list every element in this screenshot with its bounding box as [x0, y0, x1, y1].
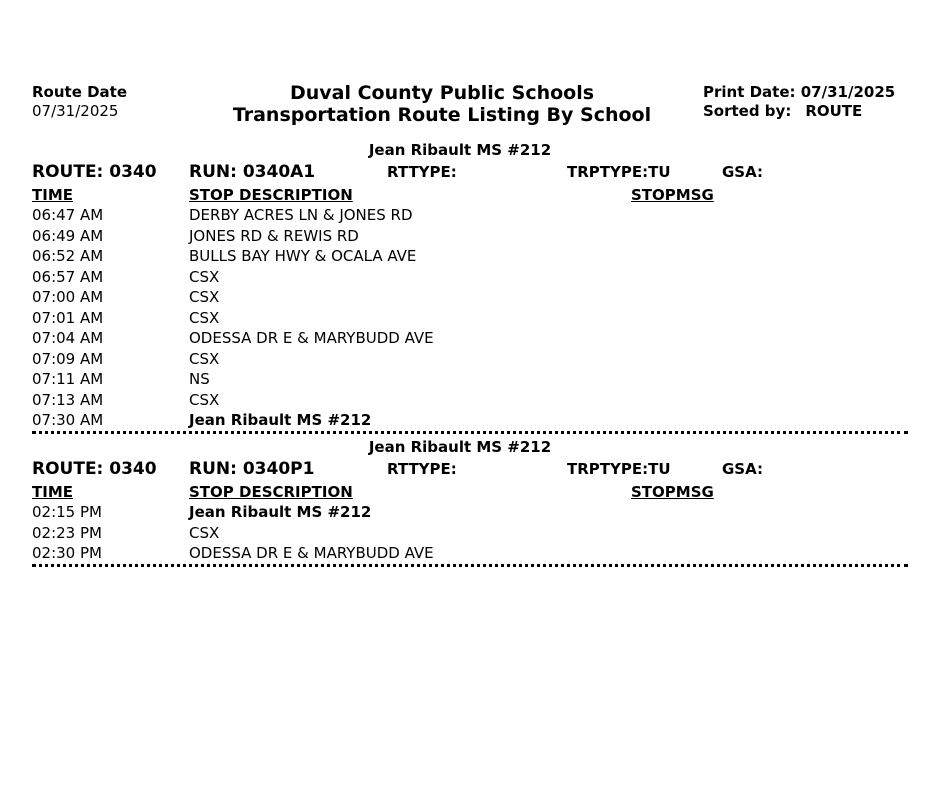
route-number: ROUTE: 0340 — [32, 459, 157, 479]
stop-time: 02:15 PM — [32, 503, 102, 521]
stop-time: 07:04 AM — [32, 329, 104, 347]
run-number: RUN: 0340P1 — [189, 459, 315, 479]
route-date-label: Route Date — [32, 83, 128, 101]
stop-time: 02:23 PM — [32, 524, 102, 542]
col-header-stop-description: STOP DESCRIPTION — [189, 186, 353, 204]
rttype-label: RTTYPE: — [387, 163, 457, 181]
stop-row — [0, 524, 940, 544]
col-header-stopmsg: STOPMSG — [631, 186, 714, 204]
stop-time: 07:11 AM — [32, 370, 104, 388]
sorted-by — [703, 102, 862, 120]
stop-description: ODESSA DR E & MARYBUDD AVE — [189, 544, 434, 562]
stop-description: CSX — [189, 268, 220, 286]
stop-row — [0, 288, 940, 308]
trptype-label: TRPTYPE:TU — [567, 460, 671, 478]
stop-description: CSX — [189, 309, 220, 327]
stop-time: 06:47 AM — [32, 206, 104, 224]
stop-row — [0, 544, 940, 564]
section-school-name: Jean Ribault MS #212 — [368, 141, 552, 159]
stop-time: 02:30 PM — [32, 544, 102, 562]
stop-row — [0, 206, 940, 226]
stop-time: 06:49 AM — [32, 227, 104, 245]
stop-time: 06:57 AM — [32, 268, 104, 286]
stop-description: BULLS BAY HWY & OCALA AVE — [189, 247, 417, 265]
stop-row — [0, 391, 940, 411]
col-header-time: TIME — [32, 483, 73, 501]
section-school-name: Jean Ribault MS #212 — [368, 438, 552, 456]
stop-row — [0, 227, 940, 247]
col-header-stopmsg: STOPMSG — [631, 483, 714, 501]
stop-time: 06:52 AM — [32, 247, 104, 265]
stop-description: CSX — [189, 391, 220, 409]
run-number: RUN: 0340A1 — [189, 162, 316, 182]
section-divider — [32, 564, 908, 567]
stop-row-school — [0, 503, 940, 523]
stop-description: CSX — [189, 524, 220, 542]
stop-time: 07:30 AM — [32, 411, 104, 429]
stop-row — [0, 268, 940, 288]
report-title: Duval County Public Schools — [289, 82, 595, 104]
col-header-time: TIME — [32, 186, 73, 204]
route-date-value: 07/31/2025 — [32, 102, 119, 120]
stop-time: 07:09 AM — [32, 350, 104, 368]
stop-time: 07:01 AM — [32, 309, 104, 327]
stop-row — [0, 247, 940, 267]
section-divider — [32, 431, 908, 434]
stop-row-school — [0, 411, 940, 431]
route-number: ROUTE: 0340 — [32, 162, 157, 182]
stop-description: JONES RD & REWIS RD — [189, 227, 359, 245]
gsa-label: GSA: — [722, 163, 764, 181]
gsa-label: GSA: — [722, 460, 764, 478]
stop-description: CSX — [189, 288, 220, 306]
rttype-label: RTTYPE: — [387, 460, 457, 478]
stop-description: NS — [189, 370, 210, 388]
stop-time: 07:00 AM — [32, 288, 104, 306]
stop-description: Jean Ribault MS #212 — [189, 503, 372, 521]
print-date: Print Date: 07/31/2025 — [703, 83, 896, 101]
sorted-by-value: ROUTE — [805, 102, 863, 120]
report-subtitle: Transportation Route Listing By School — [232, 104, 652, 126]
col-header-stop-description: STOP DESCRIPTION — [189, 483, 353, 501]
stop-row — [0, 309, 940, 329]
stop-description: Jean Ribault MS #212 — [189, 411, 372, 429]
stop-row — [0, 370, 940, 390]
stop-row — [0, 329, 940, 349]
stop-row — [0, 350, 940, 370]
sorted-by-label: Sorted by: — [703, 102, 792, 120]
stop-time: 07:13 AM — [32, 391, 104, 409]
trptype-label: TRPTYPE:TU — [567, 163, 671, 181]
stop-description: DERBY ACRES LN & JONES RD — [189, 206, 413, 224]
stop-description: CSX — [189, 350, 220, 368]
stop-description: ODESSA DR E & MARYBUDD AVE — [189, 329, 434, 347]
